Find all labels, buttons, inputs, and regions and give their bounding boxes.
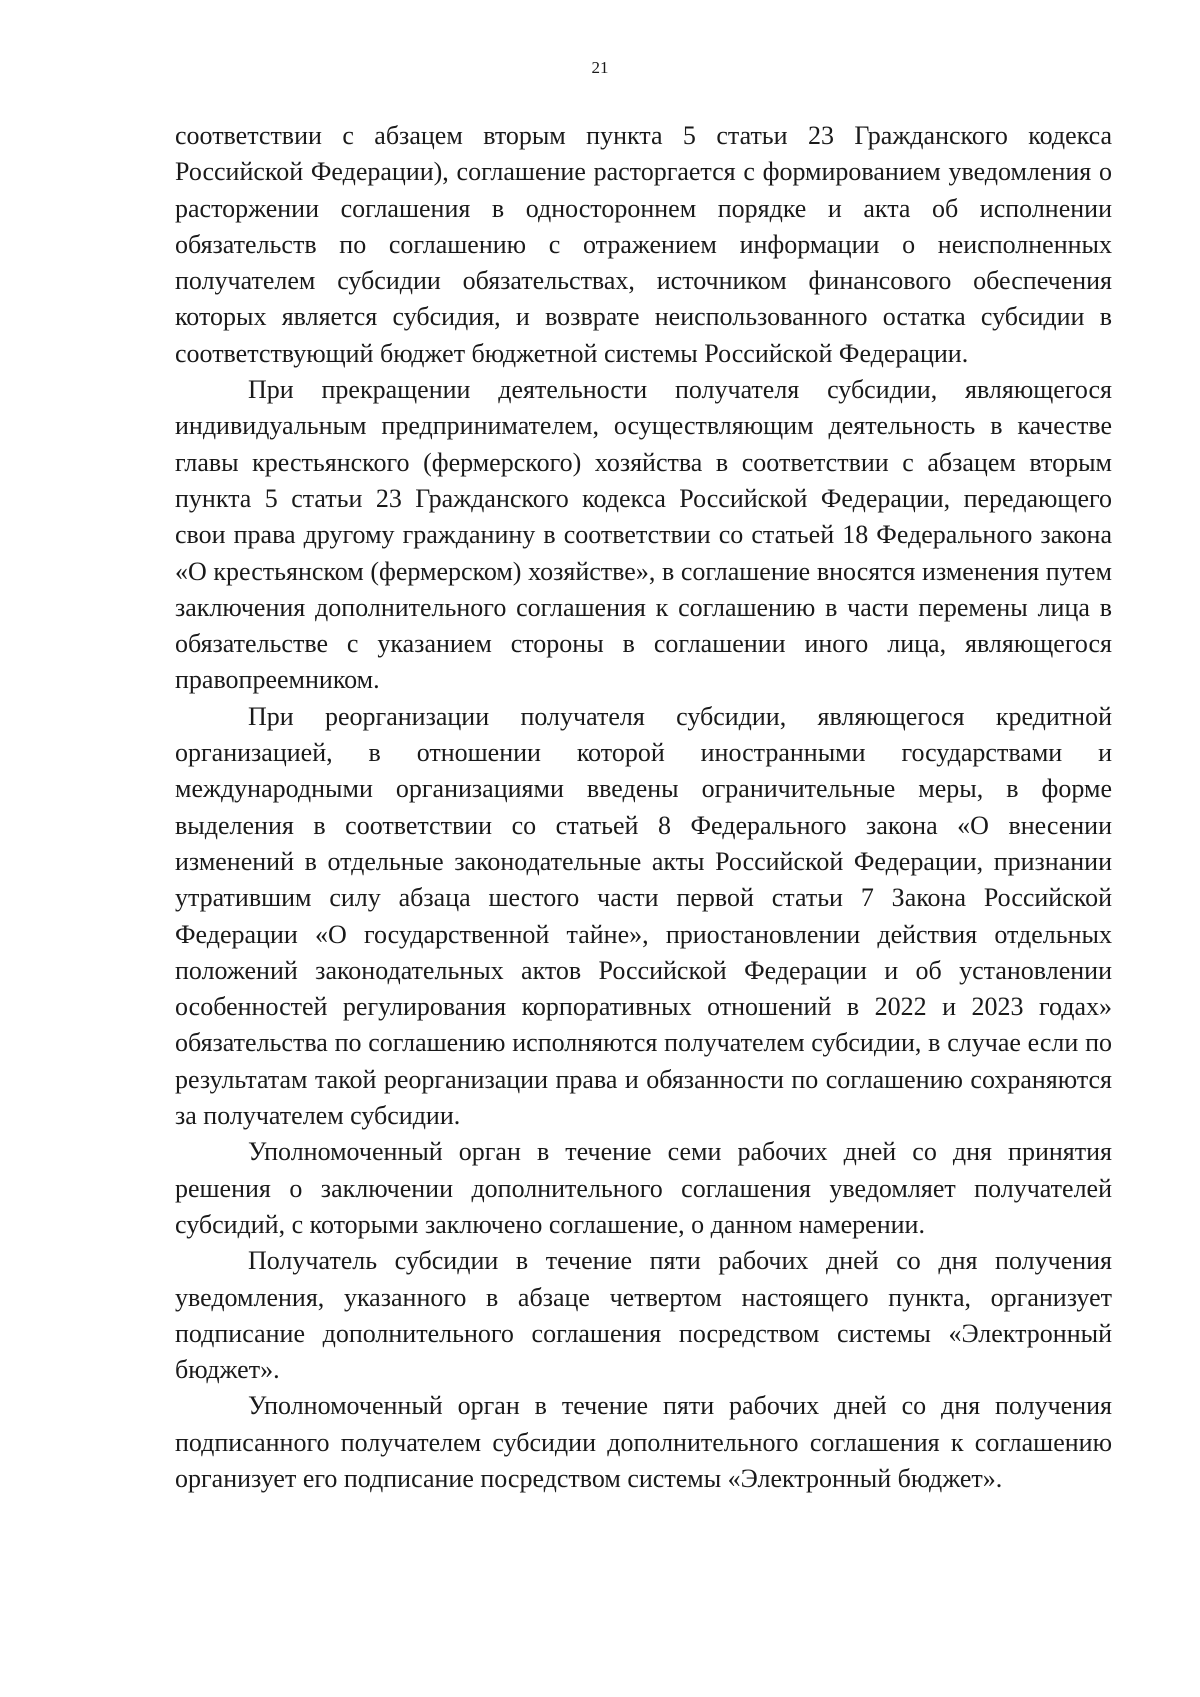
paragraph-authority-notice: Уполномоченный орган в течение семи рабочих дней со дня принятия решения о заключении дополнительного соглашения уведомляет получателей субсидий, с которыми заключено соглашение, о данном намерении. bbox=[175, 1137, 1112, 1239]
paragraph-credit-reorganization: При реорганизации получателя субсидии, являющегося кредитной организацией, в отношении которой иностранными государствами и международными организациями введены ограничительные меры, в форме выделения в соответствии со статьей 8 Федерального закона «О внесении изменений в отдельные законодательные акты Российской Федерации, признании утратившим силу абзаца шестого части первой статьи 7 Закона Российской Федерации «О государственной тайне», приостановлении действия отдельных положений законодательных актов Российской Федерации и об установлении особенностей регулирования корпоративных отношений в 2022 и 2023 годах» обязательства по соглашению исполняются получателем субсидии, в случае если по результатам такой реорганизации права и обязанности по соглашению сохраняются за получателем субсидии. bbox=[175, 701, 1112, 1131]
page-number: 21 bbox=[591, 58, 609, 77]
document-body bbox=[175, 118, 1112, 1497]
paragraph-farm-termination: При прекращении деятельности получателя субсидии, являющегося индивидуальным предпринимателем, осуществляющим деятельность в качестве главы крестьянского (фермерского) хозяйства в соответствии с абзацем вторым пункта 5 статьи 23 Гражданского кодекса Российской Федерации, передающего свои права другому гражданину в соответствии со статьей 18 Федерального закона «О крестьянском (фермерском) хозяйстве», в соглашение вносятся изменения путем заключения дополнительного соглашения к соглашению в части перемены лица в обязательстве с указанием стороны в соглашении иного лица, являющегося правопреемником. bbox=[175, 375, 1112, 695]
paragraph-authority-signing: Уполномоченный орган в течение пяти рабочих дней со дня получения подписанного получателем субсидии дополнительного соглашения к соглашению организует его подписание посредством системы «Электронный бюджет». bbox=[175, 1391, 1112, 1493]
paragraph-continuation: соответствии с абзацем вторым пункта 5 статьи 23 Гражданского кодекса Российской Федерации), соглашение расторгается с формированием уведомления о расторжении соглашения в одностороннем порядке и акта об исполнении обязательств по соглашению с отражением информации о неисполненных получателем субсидии обязательствах, источником финансового обеспечения которых является субсидия, и возврате неиспользованного остатка субсидии в соответствующий бюджет бюджетной системы Российской Федерации. bbox=[175, 121, 1112, 368]
paragraph-recipient-signing: Получатель субсидии в течение пяти рабочих дней со дня получения уведомления, указанного в абзаце четвертом настоящего пункта, организует подписание дополнительного соглашения посредством системы «Электронный бюджет». bbox=[175, 1246, 1112, 1385]
